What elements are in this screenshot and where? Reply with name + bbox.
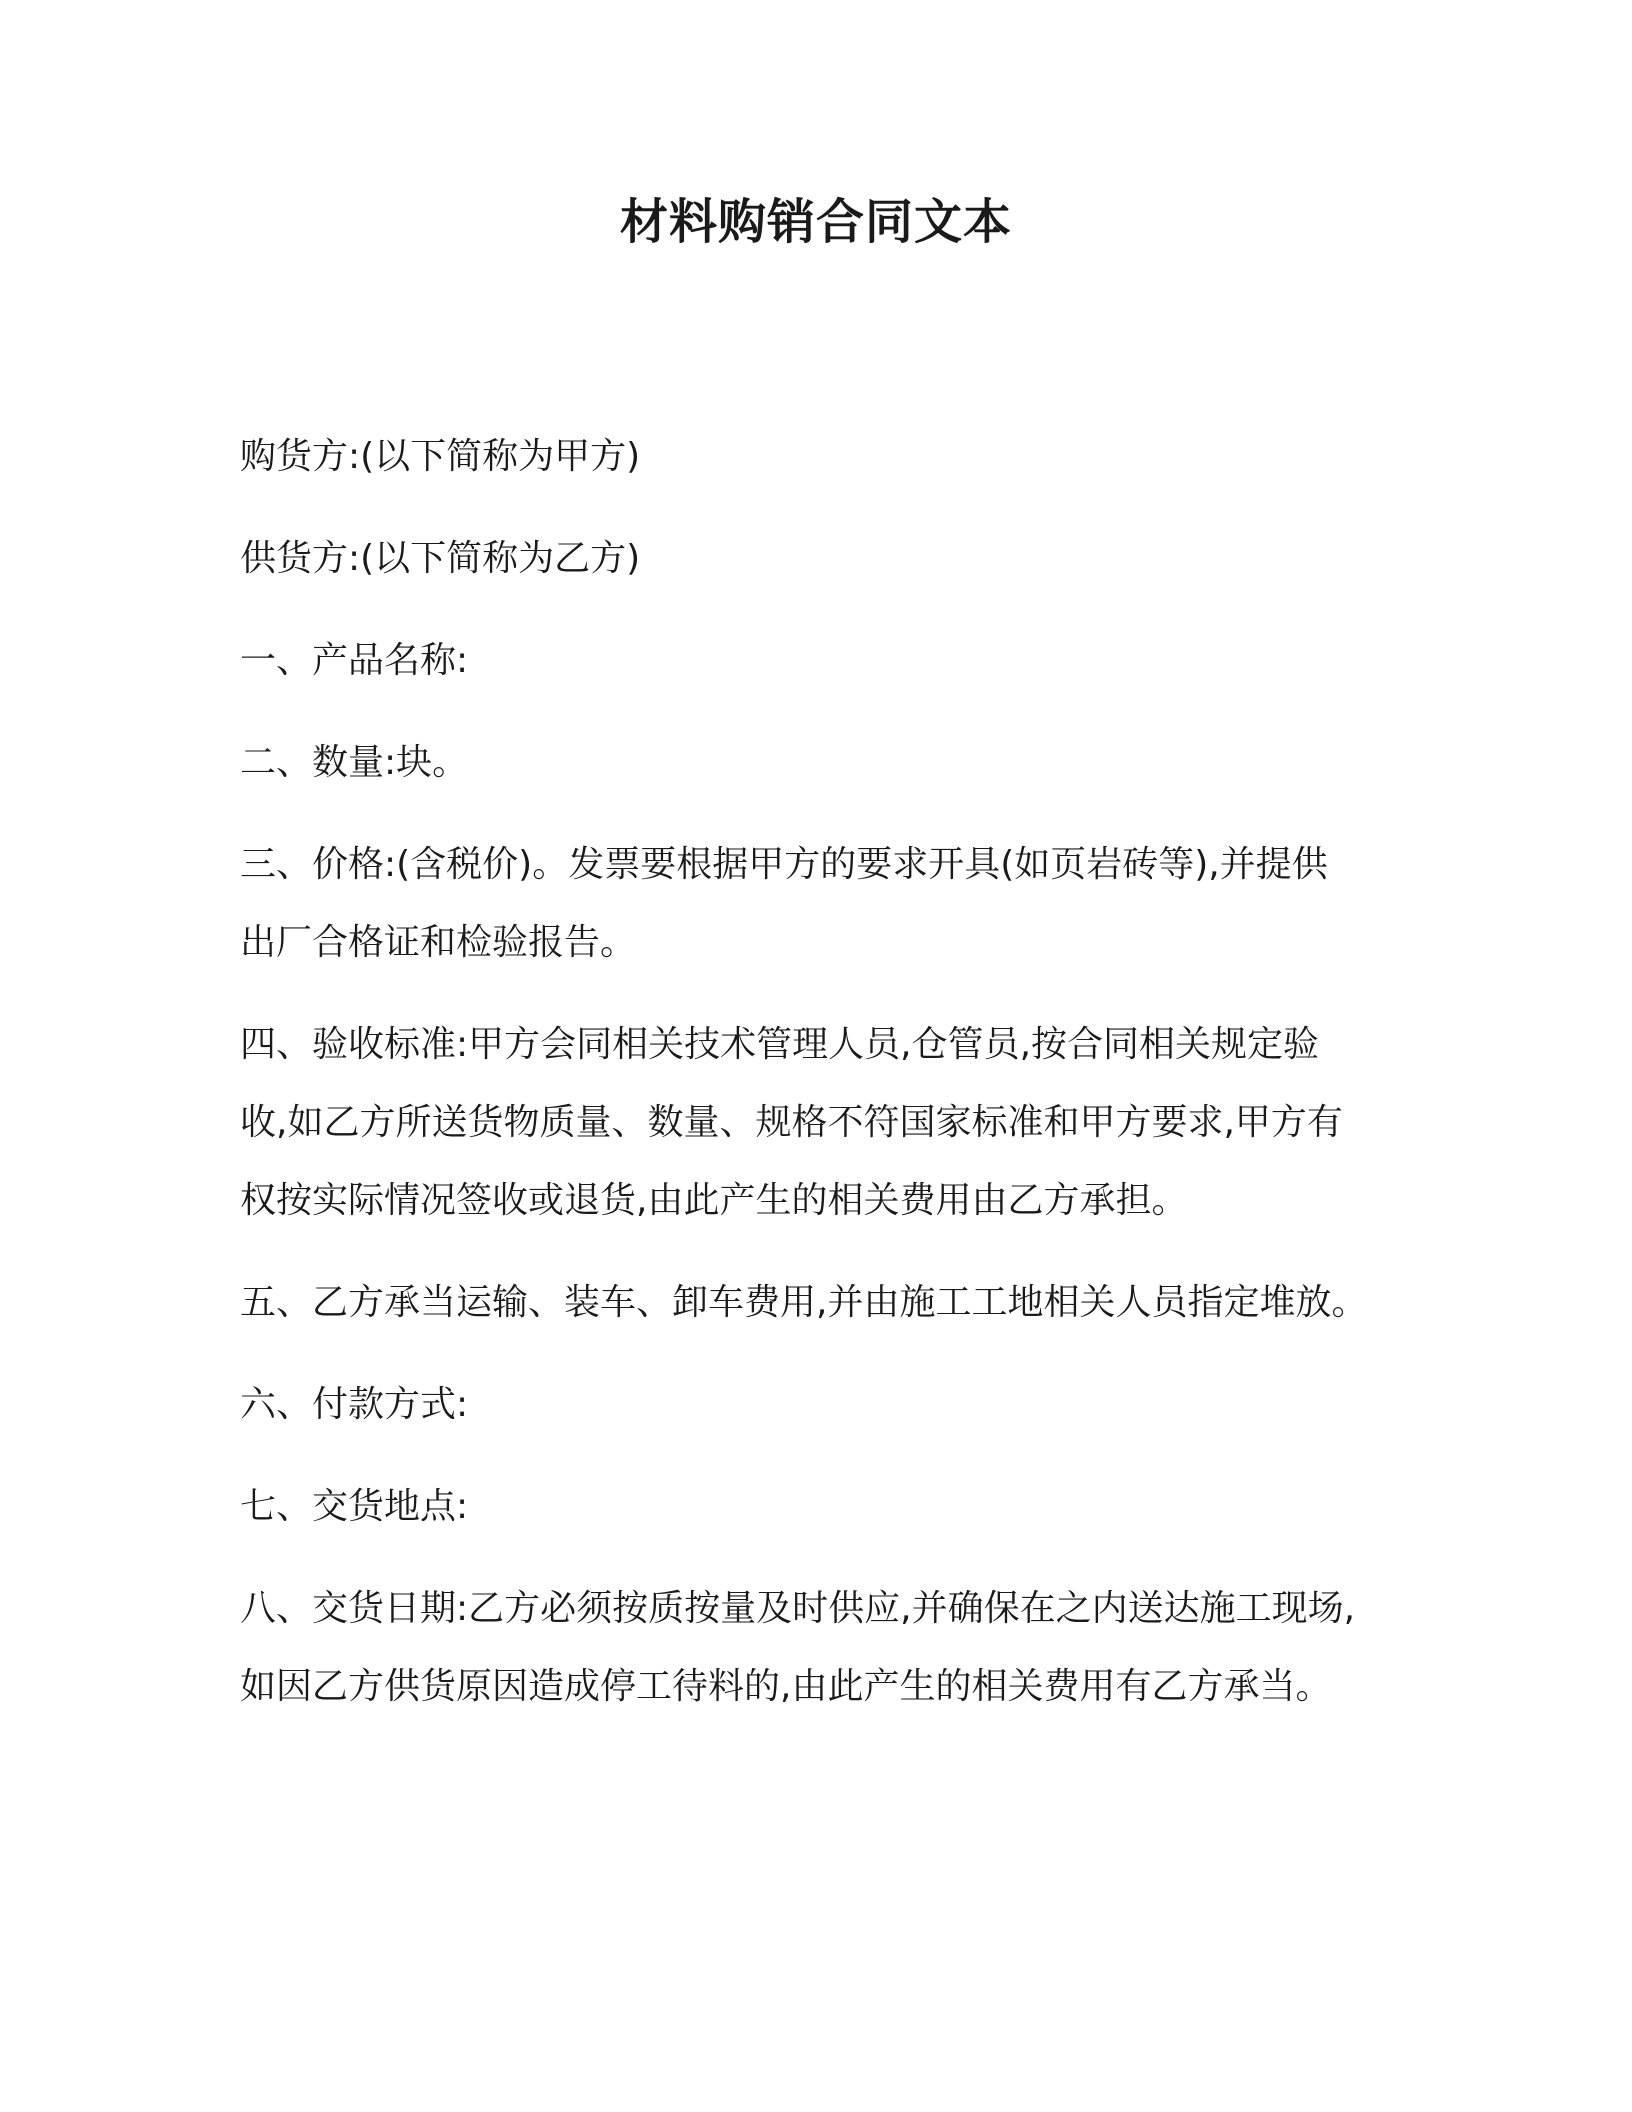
paragraph-line: 八、交货日期:乙方必须按质按量及时供应,并确保在之内送达施工现场, bbox=[240, 1588, 1356, 1629]
paragraph-line: 一、产品名称: bbox=[240, 640, 469, 681]
paragraph-line: 权按实际情况签收或退货,由此产生的相关费用由乙方承担。 bbox=[240, 1180, 1188, 1221]
paragraph-line: 收,如乙方所送货物质量、数量、规格不符国家标准和甲方要求,甲方有 bbox=[240, 1102, 1343, 1143]
paragraph-line: 购货方:(以下简称为甲方) bbox=[240, 436, 641, 477]
paragraph-supplier bbox=[240, 520, 1420, 598]
paragraph-line: 三、价格:(含税价)。发票要根据甲方的要求开具(如页岩砖等),并提供 bbox=[240, 844, 1328, 885]
paragraph-line: 七、交货地点: bbox=[240, 1486, 469, 1527]
paragraph-line: 供货方:(以下简称为乙方) bbox=[240, 538, 641, 579]
paragraph-line: 五、乙方承当运输、装车、卸车费用,并由施工工地相关人员指定堆放。 bbox=[240, 1282, 1368, 1323]
clause-1-product-name bbox=[240, 622, 1420, 700]
clause-2-quantity bbox=[240, 724, 1420, 802]
clause-6-payment bbox=[240, 1366, 1420, 1444]
paragraph-line: 四、验收标准:甲方会同相关技术管理人员,仓管员,按合同相关规定验 bbox=[240, 1024, 1320, 1065]
clause-8-delivery-date bbox=[240, 1570, 1420, 1726]
paragraph-buyer bbox=[240, 418, 1420, 496]
clause-4-acceptance bbox=[240, 1006, 1420, 1240]
clause-3-price bbox=[240, 826, 1420, 982]
paragraph-line: 出厂合格证和检验报告。 bbox=[240, 922, 637, 963]
clause-5-transport bbox=[240, 1264, 1420, 1342]
document-title: 材料购销合同文本 bbox=[619, 194, 1012, 250]
clause-7-delivery-location bbox=[240, 1468, 1420, 1546]
paragraph-line: 如因乙方供货原因造成停工待料的,由此产生的相关费用有乙方承当。 bbox=[240, 1666, 1332, 1707]
paragraph-line: 六、付款方式: bbox=[240, 1384, 469, 1425]
paragraph-line: 二、数量:块。 bbox=[240, 742, 469, 783]
